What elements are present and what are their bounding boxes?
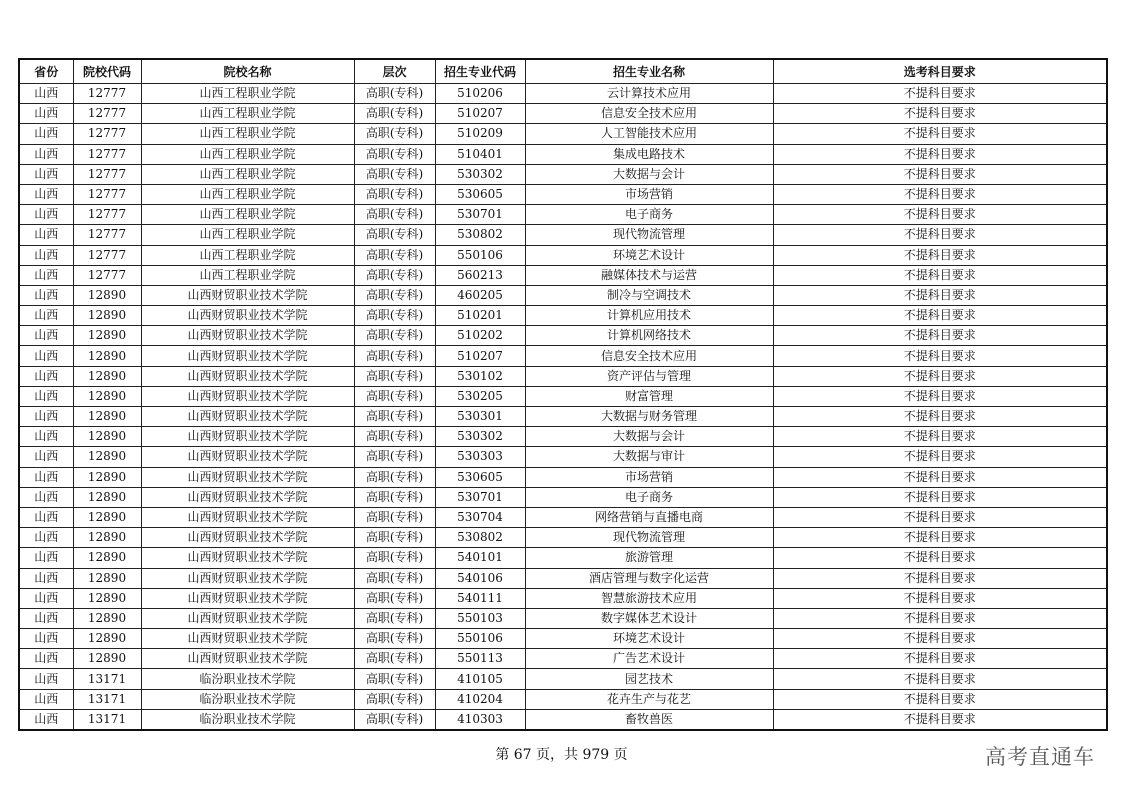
cell-school-code: 12890 [73, 507, 141, 527]
cell-level: 高职(专科) [354, 225, 435, 245]
table-header-row [19, 59, 1107, 84]
cell-province: 山西 [19, 649, 73, 669]
cell-province: 山西 [19, 568, 73, 588]
cell-major-name: 资产评估与管理 [525, 366, 773, 386]
table-row [19, 205, 1107, 225]
cell-subject-requirement: 不提科目要求 [773, 467, 1107, 487]
cell-province: 山西 [19, 144, 73, 164]
table-row [19, 184, 1107, 204]
cell-subject-requirement: 不提科目要求 [773, 225, 1107, 245]
cell-subject-requirement: 不提科目要求 [773, 669, 1107, 689]
cell-school-code: 12890 [73, 629, 141, 649]
cell-school-name: 山西工程职业学院 [141, 124, 354, 144]
cell-province: 山西 [19, 265, 73, 285]
cell-major-name: 云计算技术应用 [525, 84, 773, 104]
cell-school-name: 山西财贸职业技术学院 [141, 487, 354, 507]
cell-major-name: 计算机应用技术 [525, 306, 773, 326]
cell-level: 高职(专科) [354, 326, 435, 346]
table-row [19, 245, 1107, 265]
cell-major-name: 融媒体技术与运营 [525, 265, 773, 285]
cell-major-name: 制冷与空调技术 [525, 285, 773, 305]
cell-major-name: 大数据与会计 [525, 427, 773, 447]
cell-subject-requirement: 不提科目要求 [773, 84, 1107, 104]
cell-subject-requirement: 不提科目要求 [773, 548, 1107, 568]
cell-province: 山西 [19, 608, 73, 628]
cell-level: 高职(专科) [354, 588, 435, 608]
cell-school-code: 12890 [73, 649, 141, 669]
cell-level: 高职(专科) [354, 669, 435, 689]
cell-province: 山西 [19, 487, 73, 507]
cell-major-code: 530301 [435, 407, 525, 427]
cell-school-code: 12890 [73, 427, 141, 447]
cell-major-code: 530605 [435, 467, 525, 487]
cell-school-code: 12890 [73, 346, 141, 366]
cell-level: 高职(专科) [354, 205, 435, 225]
cell-province: 山西 [19, 84, 73, 104]
cell-major-code: 550113 [435, 649, 525, 669]
cell-level: 高职(专科) [354, 164, 435, 184]
cell-province: 山西 [19, 225, 73, 245]
cell-school-name: 山西工程职业学院 [141, 225, 354, 245]
table-row [19, 366, 1107, 386]
cell-province: 山西 [19, 629, 73, 649]
cell-level: 高职(专科) [354, 487, 435, 507]
cell-major-code: 510207 [435, 104, 525, 124]
cell-level: 高职(专科) [354, 629, 435, 649]
table-row [19, 709, 1107, 730]
cell-subject-requirement: 不提科目要求 [773, 265, 1107, 285]
cell-subject-requirement: 不提科目要求 [773, 588, 1107, 608]
cell-subject-requirement: 不提科目要求 [773, 528, 1107, 548]
cell-major-name: 现代物流管理 [525, 225, 773, 245]
watermark-logo: 高考直通车 [985, 745, 1095, 769]
cell-subject-requirement: 不提科目要求 [773, 507, 1107, 527]
cell-level: 高职(专科) [354, 507, 435, 527]
cell-school-code: 12890 [73, 407, 141, 427]
table-row [19, 447, 1107, 467]
cell-school-name: 山西财贸职业技术学院 [141, 386, 354, 406]
cell-major-name: 人工智能技术应用 [525, 124, 773, 144]
cell-subject-requirement: 不提科目要求 [773, 447, 1107, 467]
cell-province: 山西 [19, 285, 73, 305]
cell-major-code: 540111 [435, 588, 525, 608]
cell-school-code: 12777 [73, 84, 141, 104]
cell-school-name: 山西财贸职业技术学院 [141, 467, 354, 487]
cell-major-name: 智慧旅游技术应用 [525, 588, 773, 608]
cell-major-code: 510202 [435, 326, 525, 346]
cell-level: 高职(专科) [354, 649, 435, 669]
header-level: 层次 [354, 59, 435, 84]
cell-school-name: 山西财贸职业技术学院 [141, 447, 354, 467]
cell-level: 高职(专科) [354, 124, 435, 144]
cell-school-name: 山西财贸职业技术学院 [141, 507, 354, 527]
cell-school-code: 13171 [73, 709, 141, 730]
cell-school-name: 山西工程职业学院 [141, 245, 354, 265]
cell-major-code: 410303 [435, 709, 525, 730]
cell-school-code: 12890 [73, 467, 141, 487]
cell-major-name: 园艺技术 [525, 669, 773, 689]
table-row [19, 487, 1107, 507]
cell-subject-requirement: 不提科目要求 [773, 306, 1107, 326]
table-row [19, 588, 1107, 608]
cell-school-code: 12890 [73, 548, 141, 568]
table-row [19, 467, 1107, 487]
cell-major-code: 530701 [435, 205, 525, 225]
cell-subject-requirement: 不提科目要求 [773, 487, 1107, 507]
cell-major-name: 环境艺术设计 [525, 245, 773, 265]
cell-subject-requirement: 不提科目要求 [773, 184, 1107, 204]
cell-major-name: 市场营销 [525, 467, 773, 487]
cell-major-name: 环境艺术设计 [525, 629, 773, 649]
header-school-code: 院校代码 [73, 59, 141, 84]
cell-school-code: 12777 [73, 225, 141, 245]
header-major-code: 招生专业代码 [435, 59, 525, 84]
cell-school-name: 临汾职业技术学院 [141, 689, 354, 709]
cell-province: 山西 [19, 407, 73, 427]
cell-school-code: 12777 [73, 184, 141, 204]
admission-table [18, 58, 1108, 731]
cell-level: 高职(专科) [354, 265, 435, 285]
cell-province: 山西 [19, 528, 73, 548]
cell-major-code: 460205 [435, 285, 525, 305]
cell-school-code: 12777 [73, 265, 141, 285]
cell-major-name: 财富管理 [525, 386, 773, 406]
cell-major-name: 数字媒体艺术设计 [525, 608, 773, 628]
cell-major-code: 510201 [435, 306, 525, 326]
cell-province: 山西 [19, 184, 73, 204]
cell-school-name: 山西财贸职业技术学院 [141, 588, 354, 608]
cell-province: 山西 [19, 588, 73, 608]
cell-school-code: 12890 [73, 366, 141, 386]
header-major-name: 招生专业名称 [525, 59, 773, 84]
cell-province: 山西 [19, 346, 73, 366]
cell-level: 高职(专科) [354, 528, 435, 548]
cell-major-code: 550106 [435, 629, 525, 649]
cell-major-name: 酒店管理与数字化运营 [525, 568, 773, 588]
cell-major-code: 540101 [435, 548, 525, 568]
table-row [19, 144, 1107, 164]
cell-province: 山西 [19, 467, 73, 487]
cell-major-name: 旅游管理 [525, 548, 773, 568]
cell-level: 高职(专科) [354, 689, 435, 709]
cell-province: 山西 [19, 245, 73, 265]
cell-school-code: 12777 [73, 144, 141, 164]
table-row [19, 225, 1107, 245]
cell-province: 山西 [19, 386, 73, 406]
cell-school-name: 山西财贸职业技术学院 [141, 568, 354, 588]
cell-major-code: 530704 [435, 507, 525, 527]
cell-level: 高职(专科) [354, 346, 435, 366]
cell-school-name: 山西工程职业学院 [141, 84, 354, 104]
cell-major-name: 花卉生产与花艺 [525, 689, 773, 709]
cell-major-code: 530303 [435, 447, 525, 467]
cell-subject-requirement: 不提科目要求 [773, 144, 1107, 164]
header-school-name: 院校名称 [141, 59, 354, 84]
cell-major-code: 510209 [435, 124, 525, 144]
cell-school-code: 13171 [73, 689, 141, 709]
cell-major-code: 530802 [435, 225, 525, 245]
cell-province: 山西 [19, 326, 73, 346]
cell-school-name: 山西工程职业学院 [141, 144, 354, 164]
cell-school-code: 12777 [73, 205, 141, 225]
table-row [19, 265, 1107, 285]
table-row [19, 548, 1107, 568]
cell-major-code: 530605 [435, 184, 525, 204]
cell-school-code: 12890 [73, 487, 141, 507]
cell-major-name: 电子商务 [525, 487, 773, 507]
cell-subject-requirement: 不提科目要求 [773, 104, 1107, 124]
cell-subject-requirement: 不提科目要求 [773, 427, 1107, 447]
cell-school-code: 12777 [73, 245, 141, 265]
cell-major-name: 信息安全技术应用 [525, 104, 773, 124]
table-row [19, 649, 1107, 669]
cell-level: 高职(专科) [354, 104, 435, 124]
cell-subject-requirement: 不提科目要求 [773, 629, 1107, 649]
cell-school-code: 12890 [73, 588, 141, 608]
cell-school-name: 山西财贸职业技术学院 [141, 326, 354, 346]
cell-province: 山西 [19, 164, 73, 184]
cell-school-code: 12890 [73, 326, 141, 346]
table-row [19, 285, 1107, 305]
cell-major-name: 计算机网络技术 [525, 326, 773, 346]
cell-subject-requirement: 不提科目要求 [773, 326, 1107, 346]
cell-school-code: 12890 [73, 447, 141, 467]
table-row [19, 528, 1107, 548]
cell-major-code: 530205 [435, 386, 525, 406]
table-row [19, 346, 1107, 366]
cell-level: 高职(专科) [354, 548, 435, 568]
cell-school-name: 山西财贸职业技术学院 [141, 407, 354, 427]
cell-major-name: 广告艺术设计 [525, 649, 773, 669]
cell-major-code: 530802 [435, 528, 525, 548]
cell-province: 山西 [19, 124, 73, 144]
table-row [19, 164, 1107, 184]
table-row [19, 689, 1107, 709]
cell-level: 高职(专科) [354, 427, 435, 447]
cell-school-code: 12890 [73, 386, 141, 406]
cell-level: 高职(专科) [354, 608, 435, 628]
table-row [19, 507, 1107, 527]
cell-school-name: 山西财贸职业技术学院 [141, 285, 354, 305]
cell-major-name: 大数据与审计 [525, 447, 773, 467]
table-row [19, 386, 1107, 406]
cell-major-name: 现代物流管理 [525, 528, 773, 548]
cell-level: 高职(专科) [354, 386, 435, 406]
cell-level: 高职(专科) [354, 407, 435, 427]
table-row [19, 427, 1107, 447]
cell-school-name: 山西财贸职业技术学院 [141, 528, 354, 548]
cell-province: 山西 [19, 507, 73, 527]
cell-major-code: 550103 [435, 608, 525, 628]
cell-school-name: 山西财贸职业技术学院 [141, 306, 354, 326]
table-row [19, 608, 1107, 628]
cell-subject-requirement: 不提科目要求 [773, 568, 1107, 588]
table-row [19, 669, 1107, 689]
cell-major-code: 410204 [435, 689, 525, 709]
cell-level: 高职(专科) [354, 447, 435, 467]
cell-level: 高职(专科) [354, 467, 435, 487]
cell-level: 高职(专科) [354, 366, 435, 386]
cell-major-code: 540106 [435, 568, 525, 588]
cell-major-name: 大数据与财务管理 [525, 407, 773, 427]
header-subject-requirement: 选考科目要求 [773, 59, 1107, 84]
cell-school-name: 山西工程职业学院 [141, 184, 354, 204]
cell-subject-requirement: 不提科目要求 [773, 164, 1107, 184]
table-row [19, 84, 1107, 104]
cell-school-name: 山西财贸职业技术学院 [141, 608, 354, 628]
cell-school-code: 13171 [73, 669, 141, 689]
cell-level: 高职(专科) [354, 144, 435, 164]
cell-school-name: 山西工程职业学院 [141, 164, 354, 184]
cell-school-name: 山西财贸职业技术学院 [141, 427, 354, 447]
table-row [19, 326, 1107, 346]
cell-province: 山西 [19, 366, 73, 386]
cell-level: 高职(专科) [354, 184, 435, 204]
cell-level: 高职(专科) [354, 709, 435, 730]
cell-level: 高职(专科) [354, 245, 435, 265]
cell-school-code: 12890 [73, 285, 141, 305]
cell-school-name: 山西工程职业学院 [141, 265, 354, 285]
cell-school-name: 临汾职业技术学院 [141, 669, 354, 689]
cell-school-name: 山西工程职业学院 [141, 205, 354, 225]
cell-major-code: 530701 [435, 487, 525, 507]
cell-major-name: 畜牧兽医 [525, 709, 773, 730]
cell-province: 山西 [19, 205, 73, 225]
cell-major-code: 510207 [435, 346, 525, 366]
cell-school-name: 山西财贸职业技术学院 [141, 649, 354, 669]
cell-major-name: 市场营销 [525, 184, 773, 204]
cell-major-name: 集成电路技术 [525, 144, 773, 164]
cell-subject-requirement: 不提科目要求 [773, 689, 1107, 709]
cell-school-code: 12890 [73, 528, 141, 548]
cell-level: 高职(专科) [354, 306, 435, 326]
cell-school-code: 12777 [73, 124, 141, 144]
cell-school-name: 山西财贸职业技术学院 [141, 346, 354, 366]
cell-school-code: 12890 [73, 608, 141, 628]
cell-major-code: 530302 [435, 164, 525, 184]
cell-major-name: 电子商务 [525, 205, 773, 225]
cell-school-name: 山西财贸职业技术学院 [141, 366, 354, 386]
cell-school-code: 12777 [73, 164, 141, 184]
cell-level: 高职(专科) [354, 568, 435, 588]
table-row [19, 568, 1107, 588]
cell-major-code: 530302 [435, 427, 525, 447]
cell-subject-requirement: 不提科目要求 [773, 407, 1107, 427]
cell-subject-requirement: 不提科目要求 [773, 608, 1107, 628]
cell-school-code: 12890 [73, 568, 141, 588]
cell-major-code: 410105 [435, 669, 525, 689]
table-row [19, 124, 1107, 144]
cell-province: 山西 [19, 104, 73, 124]
cell-subject-requirement: 不提科目要求 [773, 386, 1107, 406]
table-row [19, 306, 1107, 326]
cell-level: 高职(专科) [354, 84, 435, 104]
table-body [19, 84, 1107, 731]
cell-major-name: 信息安全技术应用 [525, 346, 773, 366]
cell-subject-requirement: 不提科目要求 [773, 205, 1107, 225]
cell-school-name: 山西财贸职业技术学院 [141, 548, 354, 568]
cell-province: 山西 [19, 447, 73, 467]
cell-major-code: 510401 [435, 144, 525, 164]
page-number: 第 67 页，共 979 页 [495, 747, 628, 763]
cell-level: 高职(专科) [354, 285, 435, 305]
cell-province: 山西 [19, 689, 73, 709]
cell-major-code: 560213 [435, 265, 525, 285]
cell-school-code: 12890 [73, 306, 141, 326]
cell-subject-requirement: 不提科目要求 [773, 285, 1107, 305]
cell-subject-requirement: 不提科目要求 [773, 649, 1107, 669]
cell-province: 山西 [19, 548, 73, 568]
table-row [19, 629, 1107, 649]
cell-school-code: 12777 [73, 104, 141, 124]
table-row [19, 407, 1107, 427]
cell-major-name: 网络营销与直播电商 [525, 507, 773, 527]
cell-school-name: 山西财贸职业技术学院 [141, 629, 354, 649]
cell-subject-requirement: 不提科目要求 [773, 245, 1107, 265]
cell-major-name: 大数据与会计 [525, 164, 773, 184]
cell-subject-requirement: 不提科目要求 [773, 366, 1107, 386]
cell-province: 山西 [19, 427, 73, 447]
cell-school-name: 山西工程职业学院 [141, 104, 354, 124]
cell-major-code: 550106 [435, 245, 525, 265]
cell-subject-requirement: 不提科目要求 [773, 124, 1107, 144]
cell-subject-requirement: 不提科目要求 [773, 709, 1107, 730]
cell-province: 山西 [19, 306, 73, 326]
table-row [19, 104, 1107, 124]
cell-major-code: 530102 [435, 366, 525, 386]
cell-school-name: 临汾职业技术学院 [141, 709, 354, 730]
cell-province: 山西 [19, 709, 73, 730]
cell-province: 山西 [19, 669, 73, 689]
header-province: 省份 [19, 59, 73, 84]
cell-subject-requirement: 不提科目要求 [773, 346, 1107, 366]
cell-major-code: 510206 [435, 84, 525, 104]
